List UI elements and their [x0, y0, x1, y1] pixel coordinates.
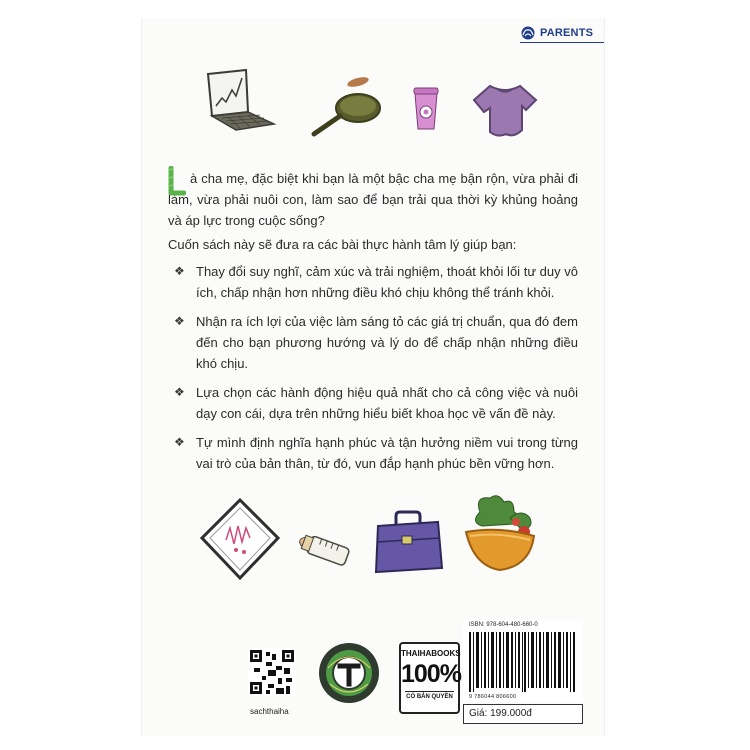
list-item: ❖ Lựa chọn các hành động hiệu quả nhất cho cả công việc và nuôi dạy con cái, dựa trên những hiểu biết khoa học về vấn đề này. [168, 382, 578, 424]
bullet-mark-icon: ❖ [174, 435, 185, 449]
barcode-icon [469, 632, 577, 692]
brand-emblem-icon [520, 26, 536, 40]
copyright-badge [399, 642, 460, 714]
brand-logo [520, 26, 593, 40]
isbn-barcode [463, 620, 583, 702]
price-label: Giá: 199.000đ [463, 704, 583, 724]
bullet-mark-icon: ❖ [174, 385, 185, 399]
baby-onesie-illustration [470, 80, 540, 142]
intro-paragraph [168, 168, 578, 231]
list-item: ❖ Tự mình định nghĩa hạnh phúc và tận hưởng niềm vui trong từng vai trò của bản thân, từ đó, vun đắp hạnh phúc bền vững hơn. [168, 432, 578, 474]
chart-frame-illustration [200, 498, 280, 580]
copyright-label: CÓ BẢN QUYỀN [405, 691, 454, 700]
vegetable-bowl-illustration [460, 492, 542, 576]
qr-code-icon [248, 648, 296, 704]
publisher-name: THAIHABOOKS [401, 649, 461, 658]
brand-underline [520, 42, 604, 43]
list-item: ❖ Thay đổi suy nghĩ, cảm xúc và trải nghiệm, thoát khỏi lối tư duy vô ích, chấp nhận hơn những điều khó chịu không thể tránh khỏi. [168, 261, 578, 303]
list-item: ❖ Nhận ra ích lợi của việc làm sáng tỏ các giá trị chuẩn, qua đó đem đến cho bạn phương hướng và lý do để chấp nhận những điều khó chịu. [168, 311, 578, 374]
svg-text:L: L [168, 176, 169, 177]
drop-cap-letter [168, 166, 186, 196]
copyright-percent: 100% [401, 660, 461, 688]
bullet-mark-icon: ❖ [174, 314, 185, 328]
book-back-cover [141, 18, 605, 736]
publisher-seal-icon [318, 642, 380, 704]
laptop-illustration [202, 68, 278, 134]
list-intro: Cuốn sách này sẽ đưa ra các bài thực hành tâm lý giúp bạn: [168, 237, 517, 252]
baby-bottle-illustration [294, 530, 352, 570]
qr-caption: sachthaiha [250, 707, 289, 716]
benefit-list [168, 261, 578, 474]
brand-label: PARENTS [540, 27, 594, 39]
back-cover-description [168, 168, 578, 482]
bullet-mark-icon: ❖ [174, 264, 185, 278]
barcode-number: 9 786044 806600 [469, 694, 517, 700]
frying-pan-illustration [310, 72, 388, 140]
coffee-cup-illustration [410, 86, 442, 132]
intro-paragraph-text: à cha mẹ, đặc biệt khi bạn là một bậc cha mẹ bận rộn, vừa phải đi làm, vừa phải nuôi con, làm sao để bạn trải qua thời kỳ khủng hoảng và áp lực trong cuộc sống? [168, 171, 578, 228]
isbn-text: ISBN: 978-604-480-660-0 [469, 622, 538, 628]
briefcase-illustration [370, 508, 446, 578]
